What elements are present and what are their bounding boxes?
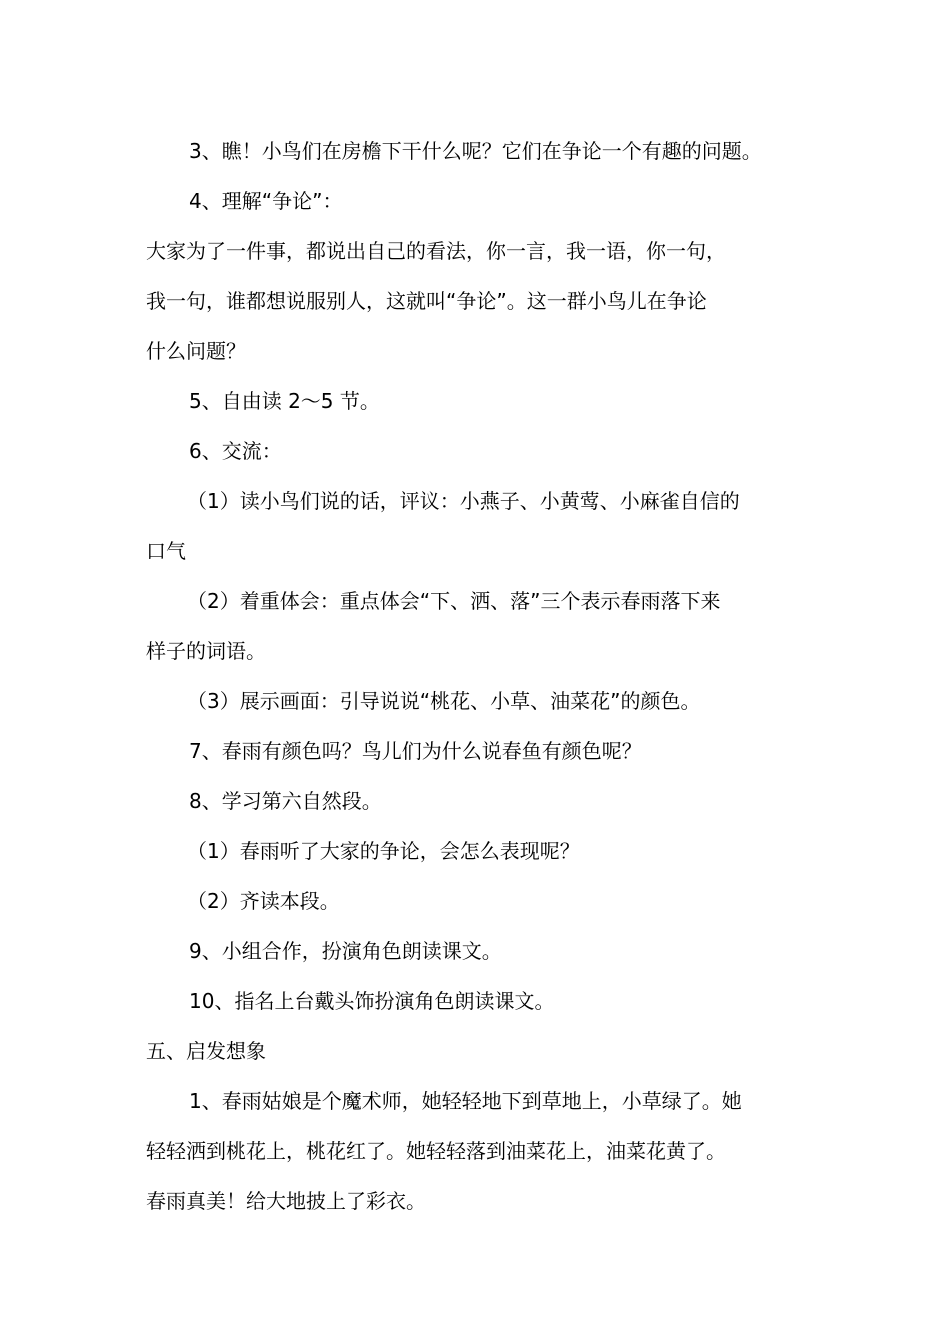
paragraph-line: 口气 [146,539,186,563]
paragraph-line: 什么问题？ [146,339,246,363]
item-10: 10、指名上台戴头饰扮演角色朗读课文。 [189,989,555,1013]
section-heading: 五、启发想象 [146,1039,266,1063]
item-1: 1、春雨姑娘是个魔术师，她轻轻地下到草地上，小草绿了。她 [189,1089,742,1113]
item-8: 8、学习第六自然段。 [189,789,382,813]
sub-item-1: （1）读小鸟们说的话，评议：小燕子、小黄莺、小麻雀自信的 [187,489,740,513]
item-4: 4、理解“争论”： [189,189,343,213]
item-7: 7、春雨有颜色吗？鸟儿们为什么说春鱼有颜色呢？ [189,739,642,763]
paragraph-line: 样子的词语。 [146,639,266,663]
item-9: 9、小组合作，扮演角色朗读课文。 [189,939,502,963]
paragraph-line: 轻轻洒到桃花上，桃花红了。她轻轻落到油菜花上，油菜花黄了。 [146,1139,726,1163]
item-5: 5、自由读 2～5 节。 [189,389,380,413]
paragraph-line: 大家为了一件事，都说出自己的看法，你一言，我一语，你一句， [146,239,726,263]
item-6: 6、交流： [189,439,282,463]
sub-item-1: （1）春雨听了大家的争论，会怎么表现呢？ [187,839,580,863]
sub-item-3: （3）展示画面：引导说说“桃花、小草、油菜花”的颜色。 [187,689,701,713]
sub-item-2: （2）着重体会：重点体会“下、洒、落”三个表示春雨落下来 [187,589,721,613]
paragraph-line: 我一句，谁都想说服别人，这就叫“争论”。这一群小鸟儿在争论 [146,289,707,313]
paragraph-line: 春雨真美！给大地披上了彩衣。 [146,1189,426,1213]
sub-item-2: （2）齐读本段。 [187,889,340,913]
item-3: 3、瞧！小鸟们在房檐下干什么呢？它们在争论一个有趣的问题。 [189,139,762,163]
